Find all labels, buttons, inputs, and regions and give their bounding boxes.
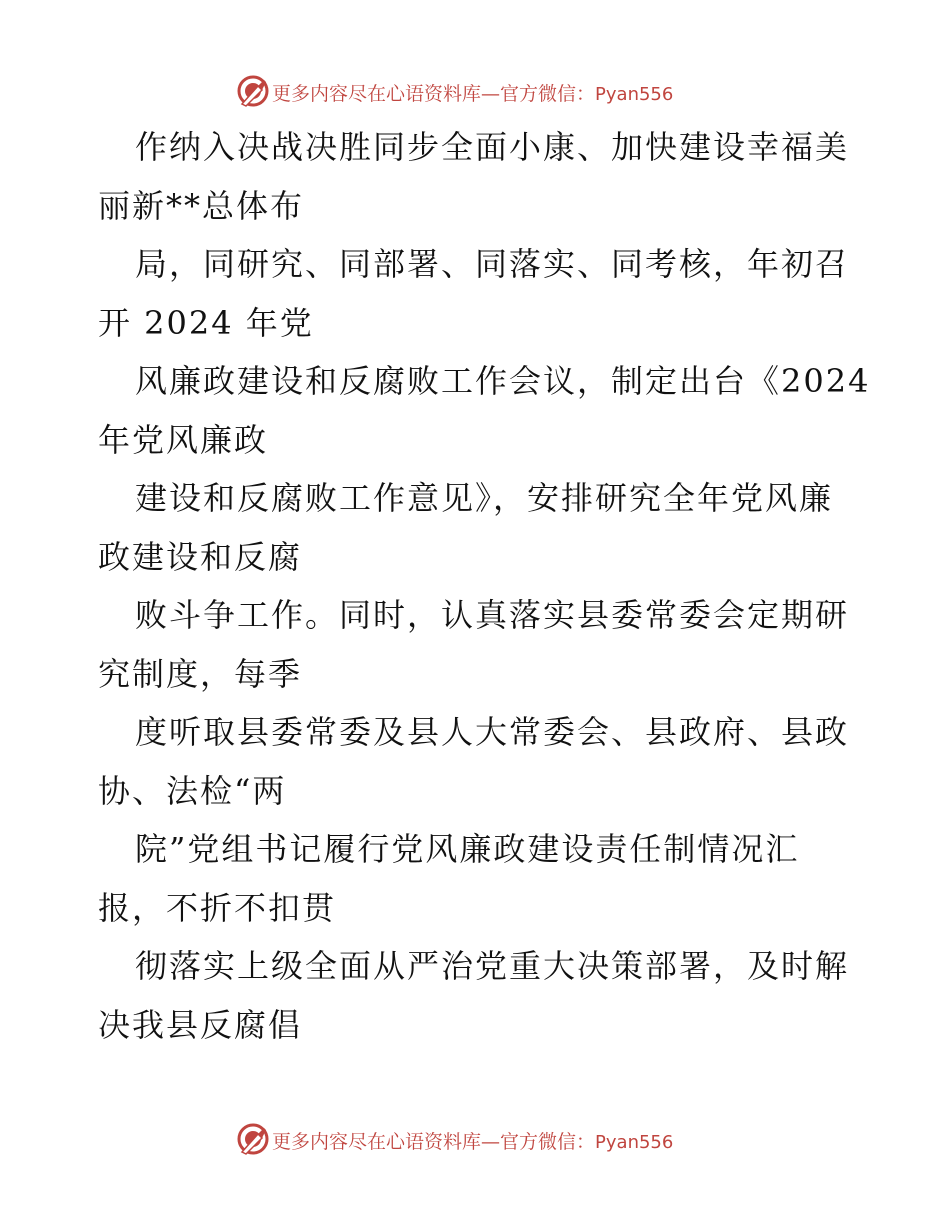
body-line: 开 2024 年党 xyxy=(98,303,314,342)
watermark-dash: — xyxy=(481,1131,501,1153)
watermark-slogan: 更多内容尽在心语资料库 xyxy=(272,1131,482,1153)
watermark-text xyxy=(272,79,673,106)
body-line: 风廉政建设和反腐败工作会议，制定出台《2024 xyxy=(135,362,871,400)
wechat-id: Pyan556 xyxy=(595,1132,674,1153)
body-line: 协、法检“两 xyxy=(98,771,287,810)
watermark-slogan: 更多内容尽在心语资料库 xyxy=(272,83,482,105)
wechat-id: Pyan556 xyxy=(595,84,674,105)
wechat-label: 官方微信： xyxy=(500,1131,596,1153)
wechat-label: 官方微信： xyxy=(500,83,596,105)
pen-seal-icon xyxy=(236,1122,270,1156)
body-line: 报，不折不扣贯 xyxy=(98,888,337,927)
body-line: 年党风廉政 xyxy=(98,420,269,459)
body-line: 丽新**总体布 xyxy=(98,186,305,225)
footer-watermark xyxy=(0,1120,950,1160)
document-body xyxy=(98,118,871,1054)
body-line: 究制度，每季 xyxy=(98,654,303,693)
header-watermark xyxy=(0,72,950,112)
body-line: 政建设和反腐 xyxy=(98,537,303,576)
body-line: 局，同研究、同部署、同落实、同考核，年初召 xyxy=(135,245,850,283)
body-line: 建设和反腐败工作意见》，安排研究全年党风廉 xyxy=(135,479,834,517)
body-line: 决我县反腐倡 xyxy=(98,1005,303,1044)
watermark-dash: — xyxy=(481,83,501,105)
body-line: 败斗争工作。同时，认真落实县委常委会定期研 xyxy=(135,596,850,634)
watermark-text xyxy=(272,1127,673,1154)
body-line: 度听取县委常委及县人大常委会、县政府、县政 xyxy=(135,713,850,751)
body-line: 院”党组书记履行党风廉政建设责任制情况汇 xyxy=(135,830,800,868)
pen-seal-icon xyxy=(236,74,270,108)
body-line: 彻落实上级全面从严治党重大决策部署，及时解 xyxy=(135,947,850,985)
body-line: 作纳入决战决胜同步全面小康、加快建设幸福美 xyxy=(135,128,850,166)
